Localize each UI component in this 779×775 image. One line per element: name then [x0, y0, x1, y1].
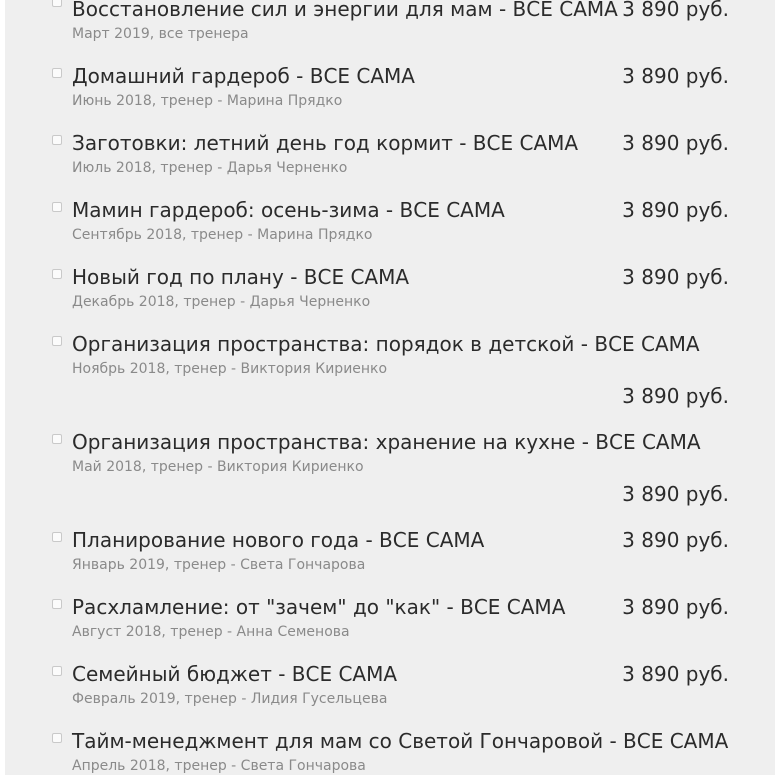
course-price: 3 890 руб. — [622, 482, 729, 506]
course-price: 3 890 руб. — [622, 0, 729, 21]
course-title[interactable]: Организация пространства: порядок в детской - ВСЕ САМА — [72, 332, 700, 356]
course-title[interactable]: Домашний гардероб - ВСЕ САМА — [72, 64, 415, 88]
course-checkbox[interactable] — [52, 0, 62, 7]
course-checkbox[interactable] — [52, 202, 62, 212]
course-price: 3 890 руб. — [622, 131, 729, 155]
course-checkbox[interactable] — [52, 68, 62, 78]
course-title[interactable]: Заготовки: летний день год кормит - ВСЕ САМА — [72, 131, 579, 155]
course-checkbox[interactable] — [52, 532, 62, 542]
course-meta: Апрель 2018, тренер - Света Гончарова — [72, 758, 366, 774]
course-meta: Август 2018, тренер - Анна Семенова — [72, 624, 350, 640]
course-price: 3 890 руб. — [622, 265, 729, 289]
course-meta: Июль 2018, тренер - Дарья Черненко — [72, 160, 348, 176]
course-meta: Февраль 2019, тренер - Лидия Гусельцева — [72, 691, 388, 707]
course-price: 3 890 руб. — [622, 384, 729, 408]
course-title[interactable]: Новый год по плану - ВСЕ САМА — [72, 265, 410, 289]
course-price: 3 890 руб. — [622, 64, 729, 88]
course-price: 3 890 руб. — [622, 662, 729, 686]
course-list-panel — [5, 0, 775, 775]
course-checkbox[interactable] — [52, 599, 62, 609]
course-checkbox[interactable] — [52, 336, 62, 346]
course-title[interactable]: Мамин гардероб: осень-зима - ВСЕ САМА — [72, 198, 505, 222]
course-meta: Июнь 2018, тренер - Марина Прядко — [72, 93, 343, 109]
course-price: 3 890 руб. — [622, 198, 729, 222]
course-title[interactable]: Семейный бюджет - ВСЕ САМА — [72, 662, 398, 686]
course-title[interactable]: Тайм-менеджмент для мам со Светой Гончаровой - ВСЕ САМА — [72, 729, 729, 753]
course-meta: Сентябрь 2018, тренер - Марина Прядко — [72, 227, 373, 243]
course-title[interactable]: Восстановление сил и энергии для мам - ВСЕ САМА — [72, 0, 618, 21]
course-checkbox[interactable] — [52, 135, 62, 145]
course-checkbox[interactable] — [52, 434, 62, 444]
course-price: 3 890 руб. — [622, 595, 729, 619]
course-title[interactable]: Организация пространства: хранение на кухне - ВСЕ САМА — [72, 430, 701, 454]
course-price: 3 890 руб. — [622, 528, 729, 552]
course-meta: Март 2019, все тренера — [72, 26, 249, 42]
course-meta: Январь 2019, тренер - Света Гончарова — [72, 557, 366, 573]
course-checkbox[interactable] — [52, 666, 62, 676]
course-meta: Декабрь 2018, тренер - Дарья Черненко — [72, 294, 371, 310]
course-checkbox[interactable] — [52, 733, 62, 743]
course-checkbox[interactable] — [52, 269, 62, 279]
course-meta: Май 2018, тренер - Виктория Кириенко — [72, 459, 364, 475]
course-title[interactable]: Расхламление: от "зачем" до "как" - ВСЕ САМА — [72, 595, 566, 619]
course-meta: Ноябрь 2018, тренер - Виктория Кириенко — [72, 361, 388, 377]
course-title[interactable]: Планирование нового года - ВСЕ САМА — [72, 528, 485, 552]
